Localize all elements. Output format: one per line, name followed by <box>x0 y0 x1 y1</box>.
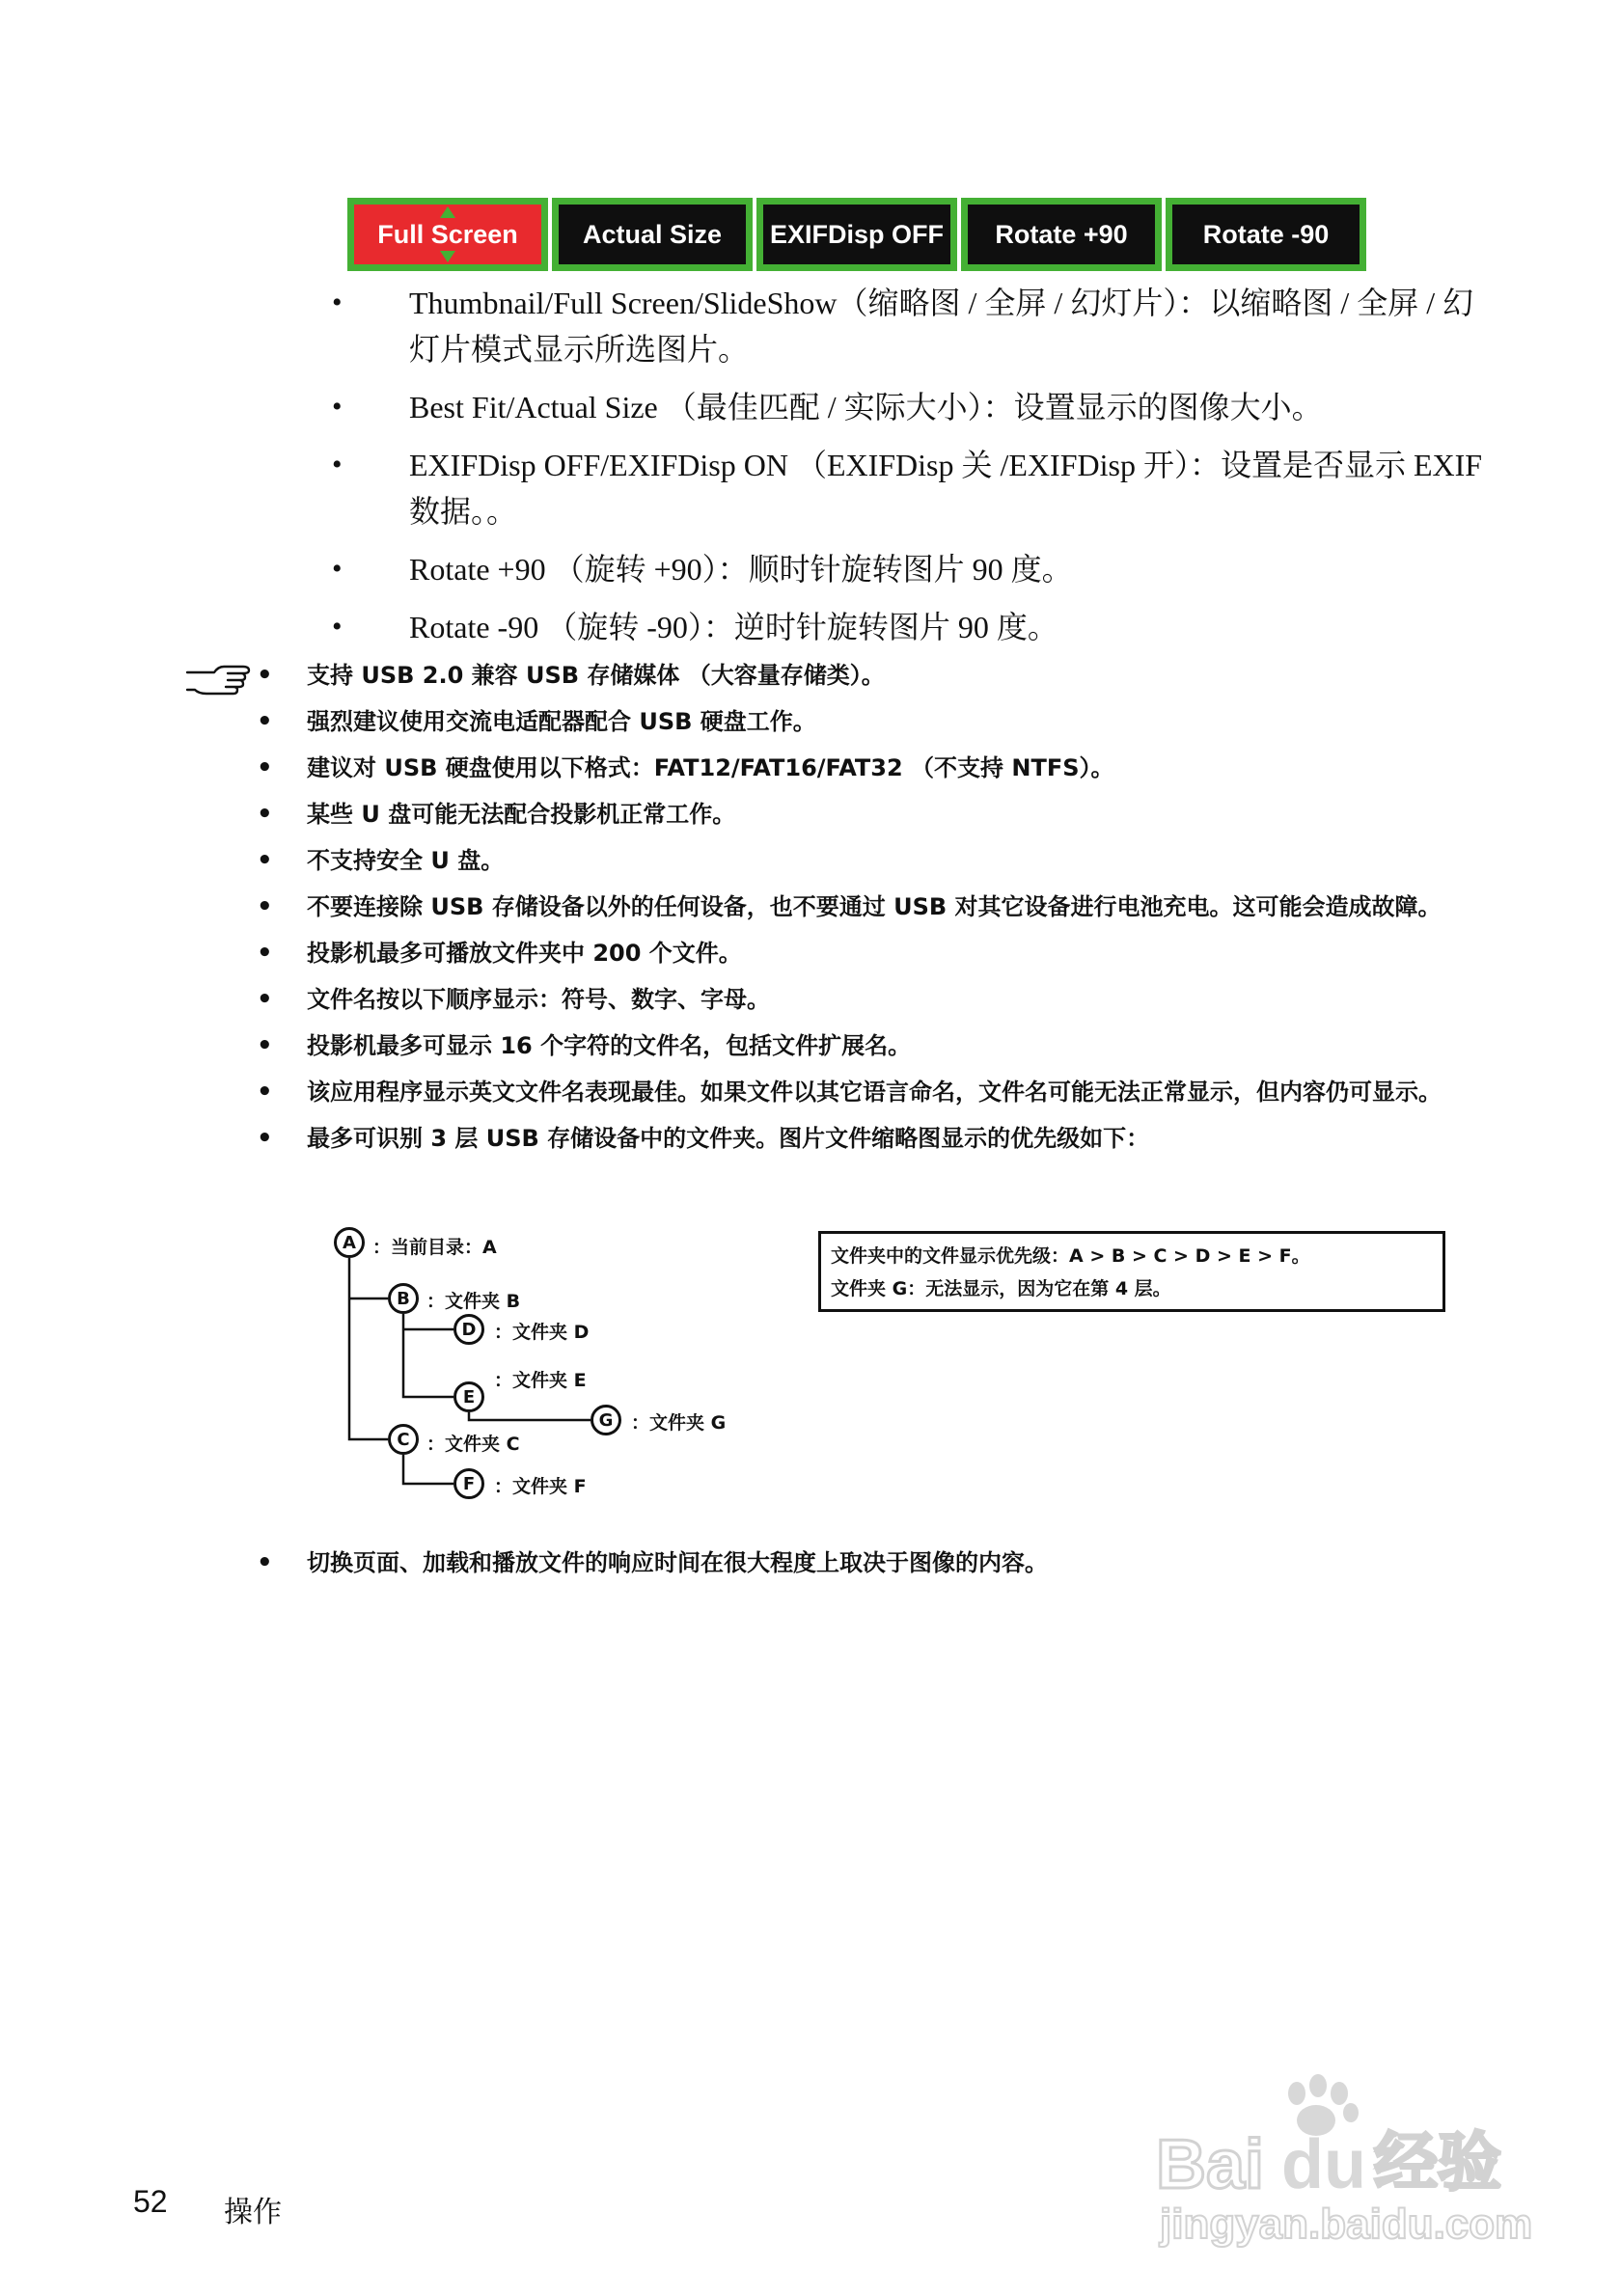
slideshow-toolbar <box>347 198 1366 275</box>
connector-b-e <box>403 1314 453 1397</box>
tree-label-c: ：文件夹 C <box>426 1434 520 1455</box>
list-item: • 强烈建议使用交流电适配器配合 USB 硬盘工作。 <box>253 704 1469 739</box>
list-item: • 不要连接除 USB 存储设备以外的任何设备，也不要通过 USB 对其它设备进行电池充电。这可能会造成故障。 <box>253 889 1469 924</box>
note-list <box>253 658 1469 1167</box>
list-item: • Best Fit/Actual Size （最佳匹配 / 实际大小）：设置显示的图像大小。 <box>328 384 1486 430</box>
tree-node-c: C <box>388 1424 419 1455</box>
tree-node-e: E <box>453 1381 484 1412</box>
tree-node-g: G <box>591 1405 621 1435</box>
connector-e-g <box>469 1412 591 1420</box>
watermark-url: jingyan.baidu.com <box>1160 2200 1533 2248</box>
list-item: • 支持 USB 2.0 兼容 USB 存储媒体 （大容量存储类）。 <box>253 658 1469 693</box>
list-item: • 投影机最多可播放文件夹中 200 个文件。 <box>253 936 1469 970</box>
list-item: • 不支持安全 U 盘。 <box>253 843 1469 878</box>
list-item: • 某些 U 盘可能无法配合投影机正常工作。 <box>253 797 1469 832</box>
watermark-jingyan: 经验 <box>1374 2125 1501 2200</box>
priority-line-2: 文件夹 G：无法显示，因为它在第 4 层。 <box>831 1278 1171 1299</box>
rotate-plus-button[interactable] <box>961 198 1162 271</box>
list-item: • 文件名按以下顺序显示：符号、数字、字母。 <box>253 982 1469 1017</box>
list-item: • 切换页面、加载和播放文件的响应时间在很大程度上取决于图像的内容。 <box>253 1545 1469 1580</box>
exifdisp-button[interactable] <box>756 198 957 271</box>
priority-info-box <box>818 1231 1445 1312</box>
full-screen-label: Full Screen <box>377 220 518 249</box>
last-note-list <box>253 1545 1469 1592</box>
rotate-minus-button[interactable] <box>1166 198 1366 271</box>
rotate-minus-label: Rotate -90 <box>1202 219 1330 249</box>
pointing-hand-icon <box>185 659 251 697</box>
watermark-bai: Bai <box>1156 2126 1265 2203</box>
watermark-du: du <box>1281 2126 1366 2203</box>
full-screen-button[interactable] <box>347 198 548 271</box>
tree-label-d: ：文件夹 D <box>494 1322 590 1343</box>
tree-label-f: ：文件夹 F <box>494 1476 587 1497</box>
priority-line-1: 文件夹中的文件显示优先级：A > B > C > D > E > F。 <box>831 1245 1310 1267</box>
list-item: • 该应用程序显示英文文件名表现最佳。如果文件以其它语言命名，文件名可能无法正常显示，但内容仍可显示。 <box>253 1075 1469 1109</box>
baidu-watermark <box>1154 2074 1540 2248</box>
list-item: • Rotate -90 （旋转 -90）：逆时针旋转图片 90 度。 <box>328 604 1486 650</box>
tree-node-f: F <box>453 1468 484 1499</box>
list-item: • EXIFDisp OFF/EXIFDisp ON （EXIFDisp 关 /EXIFDisp 开）：设置是否显示 EXIF 数据。。 <box>328 442 1486 534</box>
list-item: • 建议对 USB 硬盘使用以下格式：FAT12/FAT16/FAT32 （不支持 NTFS）。 <box>253 751 1469 785</box>
list-item: • Rotate +90 （旋转 +90）：顺时针旋转图片 90 度。 <box>328 546 1486 592</box>
folder-tree-diagram <box>318 1225 782 1515</box>
tree-node-a: A <box>334 1227 365 1258</box>
actual-size-button[interactable] <box>552 198 753 271</box>
tree-node-d: D <box>453 1314 484 1345</box>
actual-size-label: Actual Size <box>582 219 723 249</box>
arrow-down-icon <box>440 251 455 262</box>
page-number: 52 <box>133 2184 168 2219</box>
tree-label-b: ：文件夹 B <box>426 1291 521 1312</box>
list-item: • Thumbnail/Full Screen/SlideShow（缩略图 / 全屏 / 幻灯片）：以缩略图 / 全屏 / 幻灯片模式显示所选图片。 <box>328 280 1486 372</box>
tree-label-e: ：文件夹 E <box>494 1370 587 1391</box>
connector-a-c <box>349 1258 388 1439</box>
list-item: • 投影机最多可显示 16 个字符的文件名，包括文件扩展名。 <box>253 1028 1469 1063</box>
section-title: 操作 <box>224 2196 282 2229</box>
arrow-up-icon <box>440 206 455 218</box>
option-list <box>328 280 1486 662</box>
tree-node-b: B <box>388 1283 419 1314</box>
rotate-plus-label: Rotate +90 <box>995 219 1128 249</box>
tree-label-a: ：当前目录：A <box>372 1237 497 1258</box>
connector-c-f <box>403 1455 453 1484</box>
exifdisp-label: EXIFDisp OFF <box>769 219 944 249</box>
list-item: • 最多可识别 3 层 USB 存储设备中的文件夹。图片文件缩略图显示的优先级如下： <box>253 1121 1469 1156</box>
tree-label-g: ：文件夹 G <box>631 1412 727 1434</box>
